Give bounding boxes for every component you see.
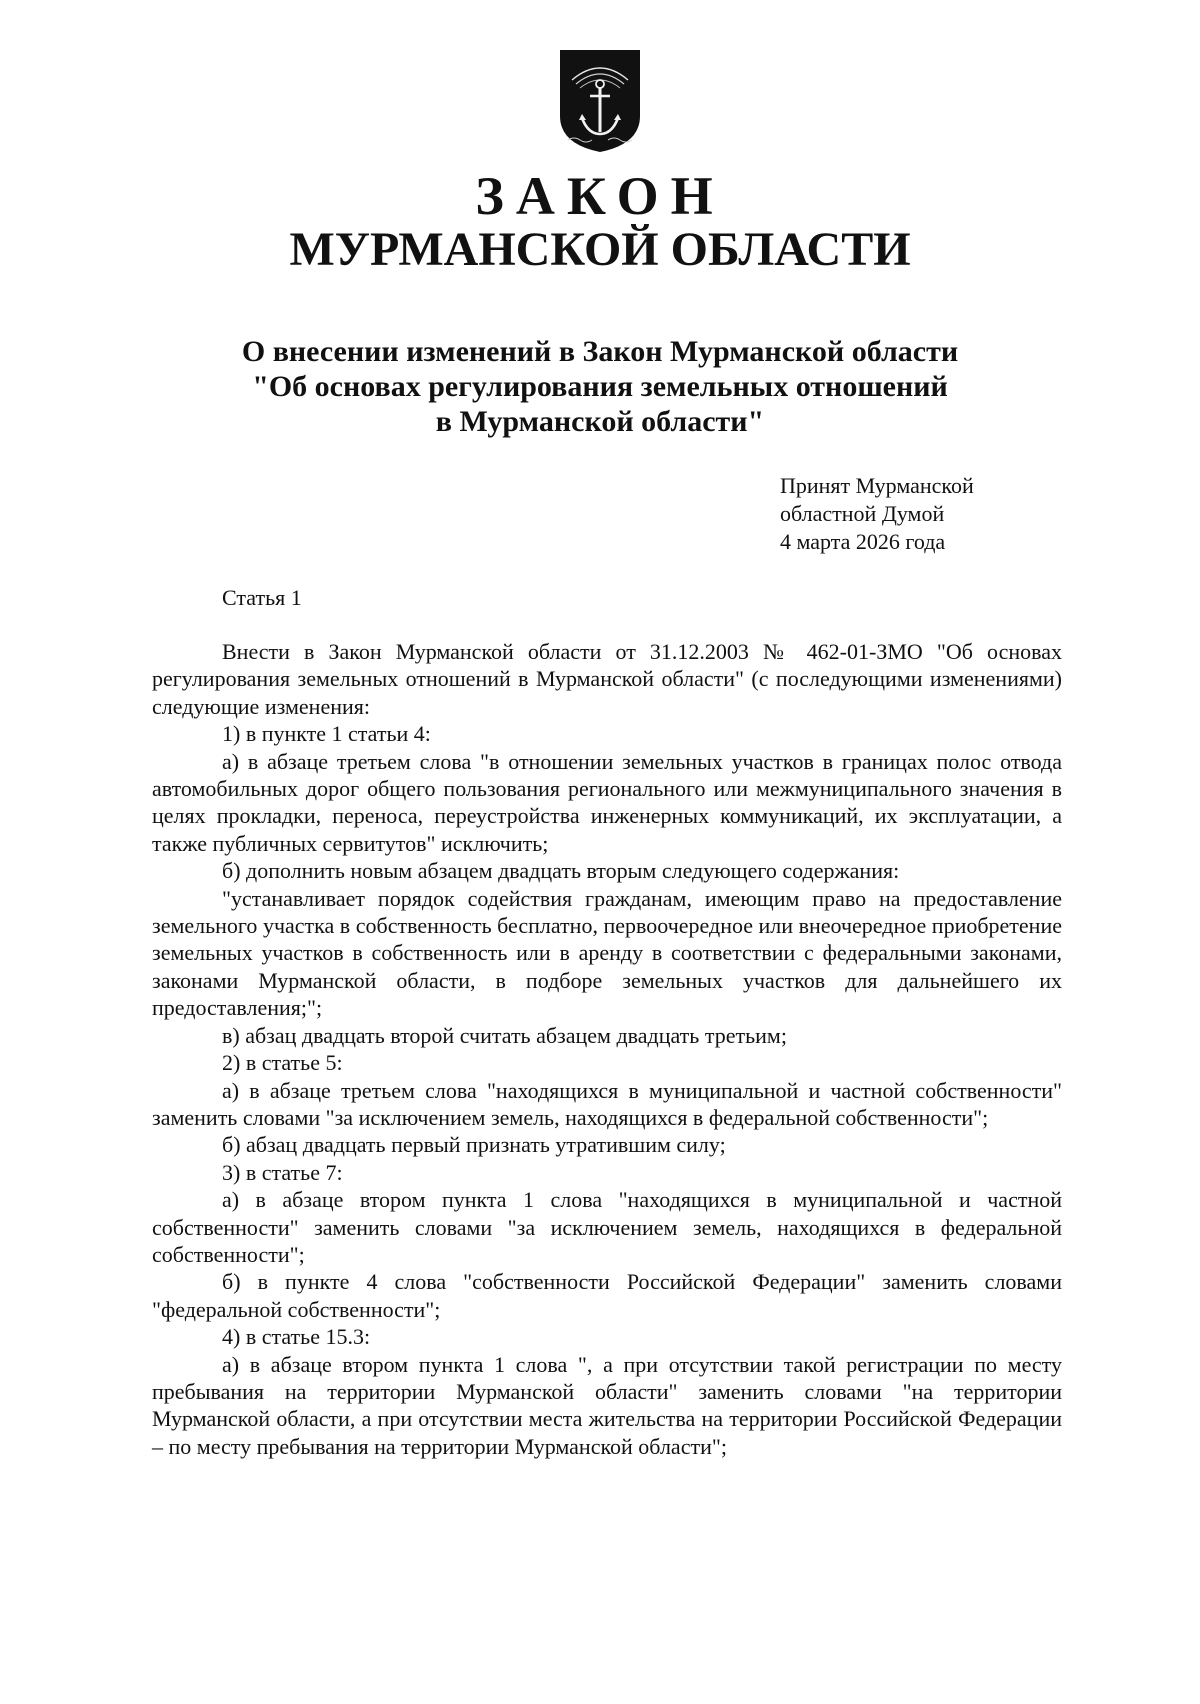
law-name-line: в Мурманской области" [435,405,765,438]
paragraph: а) в абзаце втором пункта 1 слова "находящихся в муниципальной и частной собственности" заменить словами "за исключением земель, находящихся в федеральной собственности"; [152,1187,1062,1267]
paragraph: 3) в статье 7: [222,1159,343,1185]
paragraph: 1) в пункте 1 статьи 4: [222,721,431,747]
article-heading: Статья 1 [222,585,302,610]
paragraph: 2) в статье 5: [222,1050,343,1076]
paragraph: 4) в статье 15.3: [222,1324,371,1350]
adoption-note [780,472,974,556]
paragraph: Внести в Закон Мурманской области от 31.12.2003 № 462-01-ЗМО "Об основах регулирования земельных отношений в Мурманской области" (с последующими изменениями) следующие изменения: [152,639,1062,719]
paragraph: а) в абзаце третьем слова "находящихся в муниципальной и частной собственности" заменить словами "за исключением земель, находящихся в федеральной собственности"; [152,1077,1062,1130]
paragraph: а) в абзаце третьем слова "в отношении земельных участков в границах полос отвода автомобильных дорог общего пользования регионального или межмуниципального значения в целях прокладки, переноса, переустройства инженерных коммуникаций, их эксплуатации, а также публичных сервитутов" исключить; [152,748,1062,856]
law-name-line: "Об основах регулирования земельных отношений [252,370,948,403]
adoption-line: областной Думой [780,501,945,526]
law-name [150,334,1050,439]
article-body [152,638,1062,1460]
paragraph: б) в пункте 4 слова "собственности Российской Федерации" заменить словами "федеральной собственности"; [152,1269,1062,1322]
murmansk-coat-of-arms-icon [558,46,642,154]
document-title: ЗАКОН [475,166,725,226]
paragraph: б) абзац двадцать первый признать утратившим силу; [222,1132,726,1158]
document-subtitle: МУРМАНСКОЙ ОБЛАСТИ [289,223,911,276]
paragraph: б) дополнить новым абзацем двадцать вторым следующего содержания: [222,858,900,884]
law-name-line: О внесении изменений в Закон Мурманской области [241,335,959,368]
paragraph: в) абзац двадцать второй считать абзацем двадцать третьим; [222,1022,787,1048]
paragraph: "устанавливает порядок содействия гражданам, имеющим право на предоставление земельного участка в собственность бесплатно, первоочередное или внеочередное приобретение земельных участков в собственность или в аренду в соответствии с федеральными законами, законами Мурманской области, в подборе земельных участков для дальнейшего их предоставления;"; [152,885,1062,1021]
paragraph: а) в абзаце втором пункта 1 слова ", а при отсутствии такой регистрации по месту пребывания на территории Мурманской области" заменить словами "на территории Мурманской области, а при отсутствии места жительства на территории Российской Федерации – по месту пребывания на территории Мурманской области"; [152,1351,1062,1459]
adoption-line: Принят Мурманской [780,473,974,498]
adoption-date: 4 марта 2026 года [780,529,946,554]
